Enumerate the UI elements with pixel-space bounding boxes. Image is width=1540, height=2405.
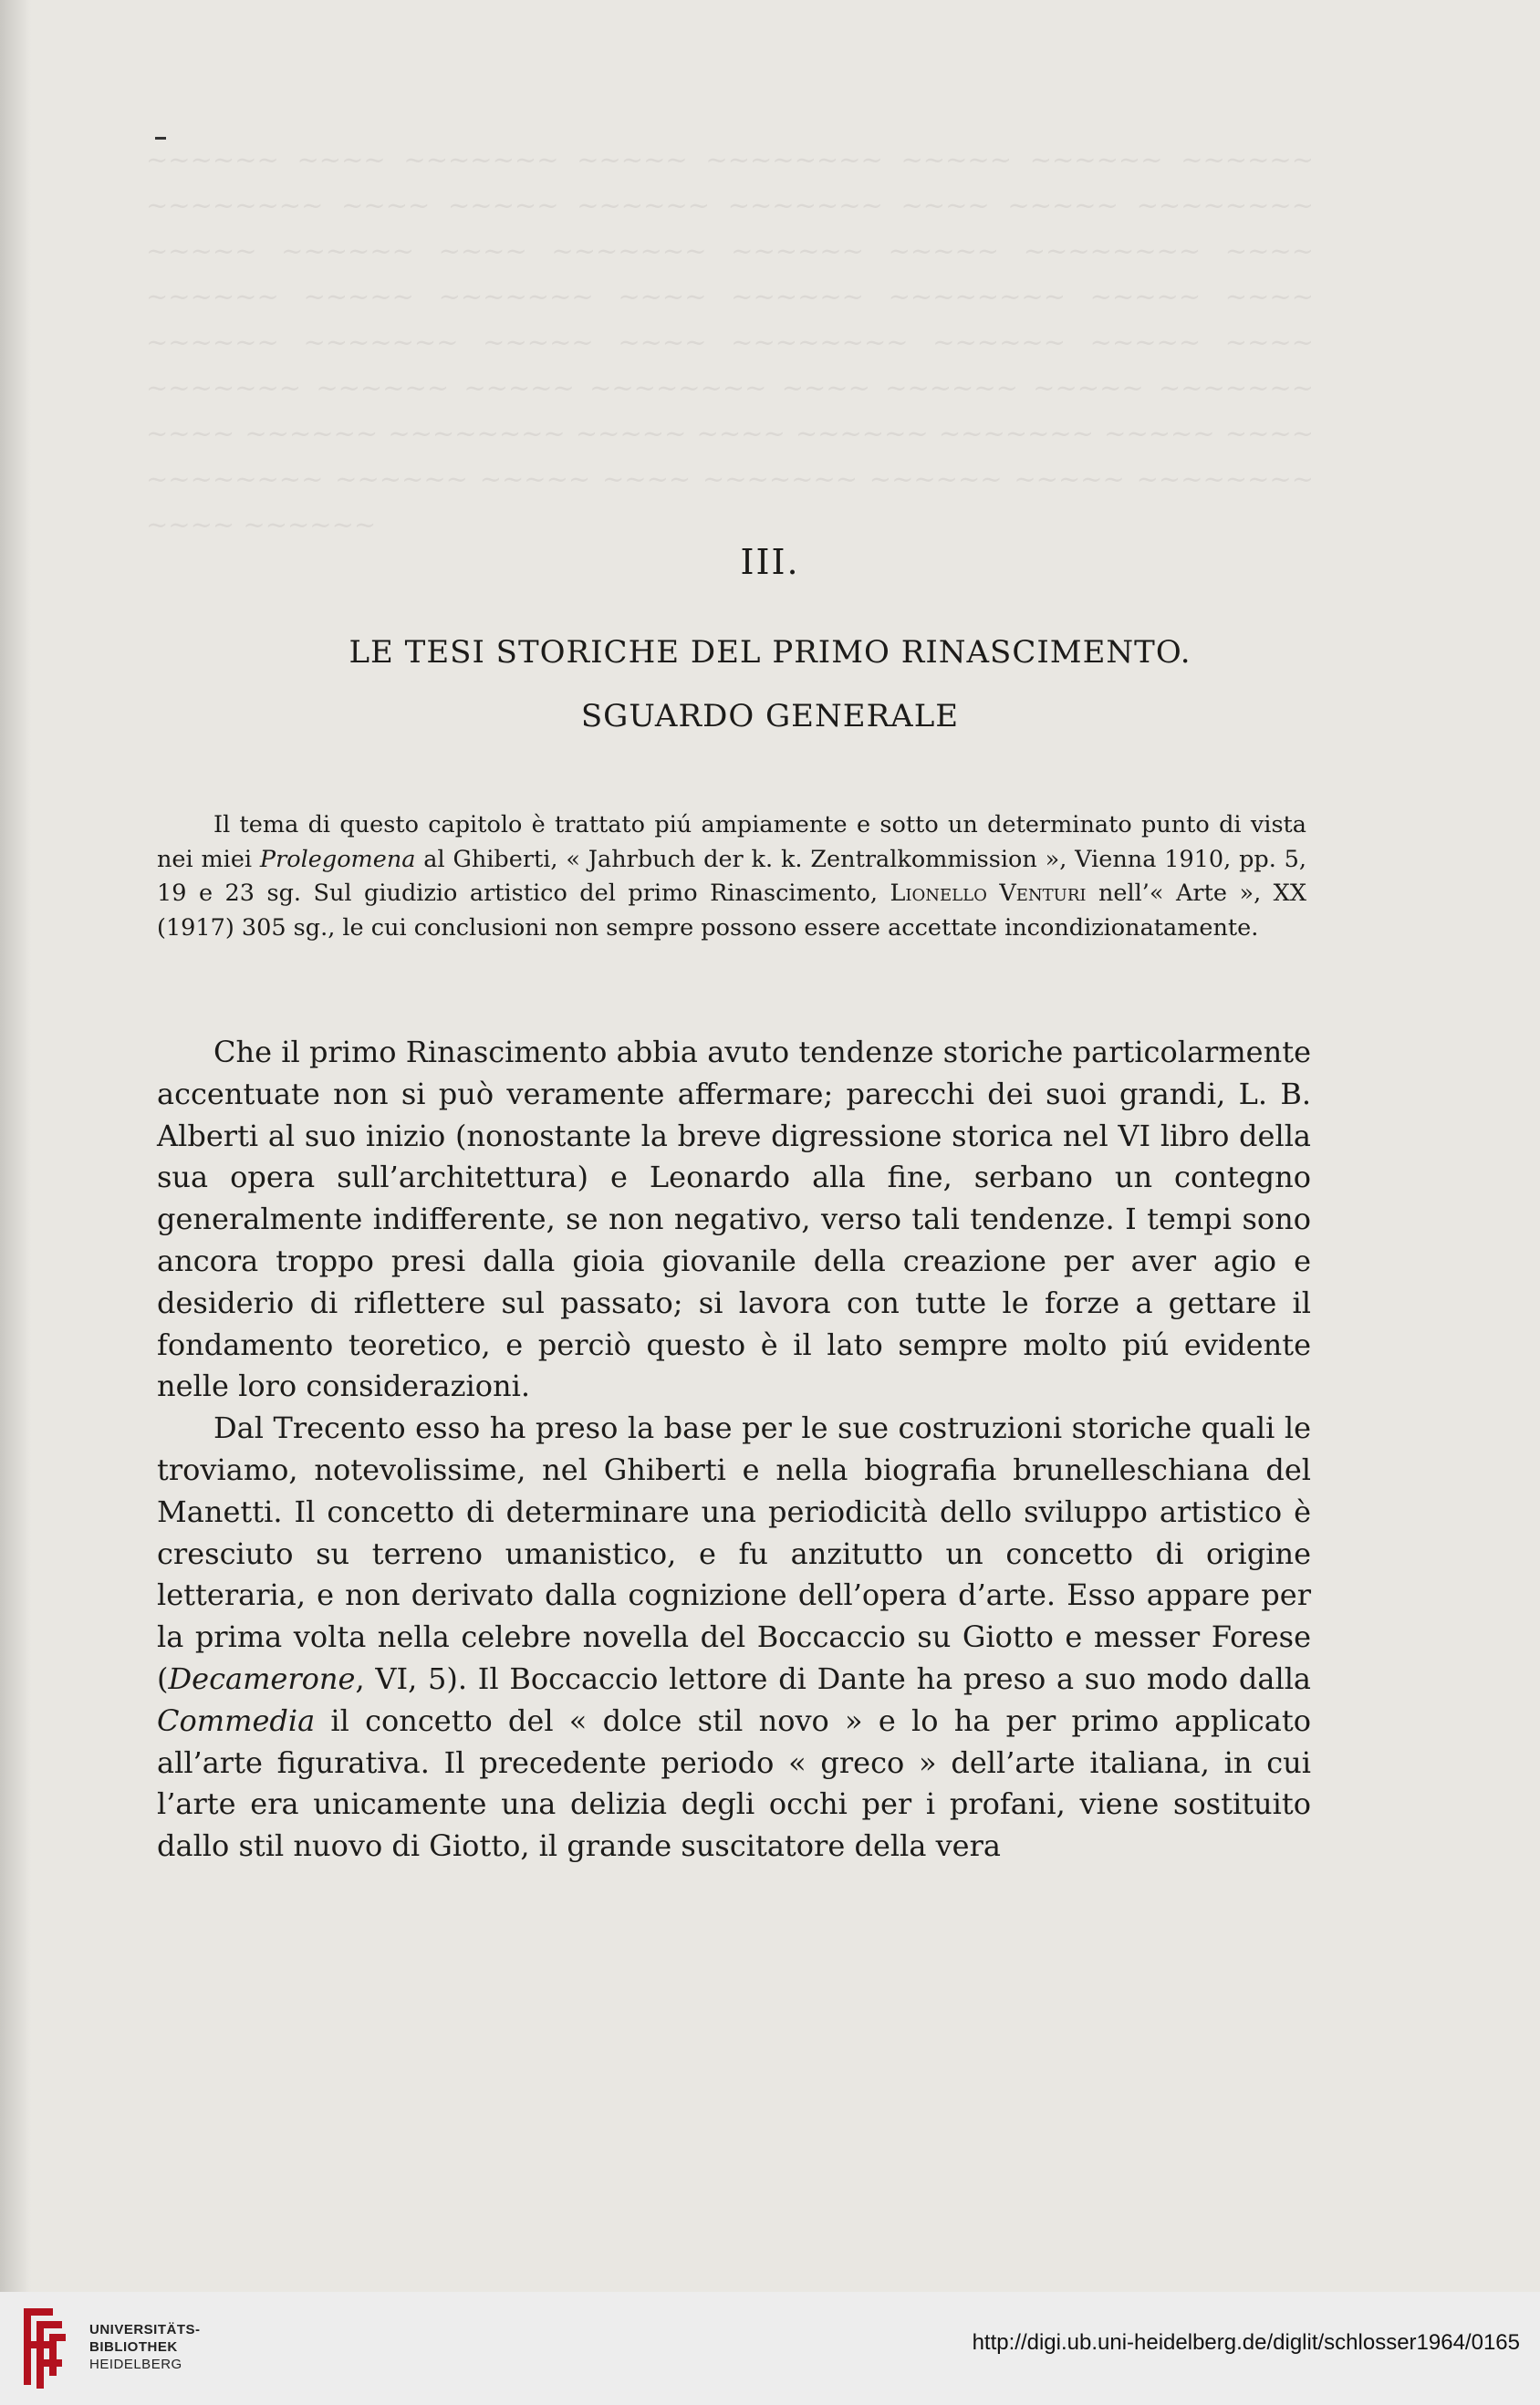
para-italic-title: Decamerone <box>168 1661 356 1696</box>
margin-dash-mark <box>155 137 166 140</box>
para-text: , VI, 5). Il Boccaccio lettore di Dante ha preso a suo modo dalla <box>355 1661 1311 1696</box>
library-logo-icon <box>16 2305 69 2392</box>
library-name <box>89 2321 201 2373</box>
note-text: al Ghiberti, « Jahrbuch der k. k. Zentralkommission », Vienna 1910, pp. 5, 19 e 23 sg. Sul giudizio artistico del primo Rinascimento, <box>157 845 1306 907</box>
note-text: nell’« Arte », XX (1917) 305 sg., le cui conclusioni non sempre possono essere accettate incondizionatamente. <box>157 880 1306 942</box>
body-text <box>157 1032 1311 1868</box>
para-text: Dal Trecento esso ha preso la base per le sue costruzioni storiche quali le troviamo, notevolissime, nel Ghiberti e nella biografia brunelleschiana del Manetti. Il concetto di determinare una periodicità dello sviluppo artistico è cresciuto su terreno umanistico, e fu anzitutto un concetto di origine letteraria, e non derivato dalla cognizione dell’opera d’arte. Esso appare per la prima volta nella celebre novella del Boccaccio su Giotto e messer Forese ( <box>157 1411 1311 1696</box>
library-name-line: UNIVERSITÄTS- <box>89 2322 201 2337</box>
note-paragraph <box>157 808 1306 945</box>
chapter-number: III. <box>740 542 800 582</box>
para-italic-title: Commedia <box>157 1702 316 1738</box>
para-text: il concetto del « dolce stil novo » e lo ha per primo applicato all’arte figurativa. Il precedente periodo « greco » dell’arte italiana, in cui l’arte era unicamente una delizia degli occhi per i profani, viene sostituito dallo stil nuovo di Giotto, il grande suscitatore della vera <box>157 1702 1311 1864</box>
note-italic-title: Prolegomena <box>259 845 416 873</box>
note-text: Il tema di questo capitolo è trattato piú ampiamente e sotto un determinato punto di vista nei miei <box>157 811 1306 873</box>
bleed-through-texture: ~~~~~~ ~~~~ ~~~~~~~ ~~~~~ ~~~~~~~~ ~~~~~ ~~~~~~ ~~~~~~ ~~~~~~~~ ~~~~ ~~~~~ ~~~~~~ ~~~~~~~ ~~~~ ~~~~~ ~~~~~~~~ ~~~~~ ~~~~~~ ~~~~ ~~~~~~~ ~~~~~~ ~~~~~ ~~~~~~~~ ~~~~ ~~~~~~ ~~~~~ ~~~~~~~ ~~~~ ~~~~~~ ~~~~~~~~ ~~~~~ ~~~~ ~~~~~~ ~~~~~~~ ~~~~~ ~~~~ ~~~~~~~~ ~~~~~~ ~~~~~ ~~~~ ~~~~~~~ ~~~~~~ ~~~~~ ~~~~~~~~ ~~~~ ~~~~~~ ~~~~~ ~~~~~~~ ~~~~ ~~~~~~ ~~~~~~~~ ~~~~~ ~~~~ ~~~~~~ ~~~~~~~ ~~~~~ ~~~~ ~~~~~~~~ ~~~~~~ ~~~~~ ~~~~ ~~~~~~~ ~~~~~~ ~~~~~ ~~~~~~~~ ~~~~ ~~~~~~ <box>146 144 1314 540</box>
viewer-footer <box>0 2292 1540 2405</box>
page-edge-shadow <box>0 0 31 2292</box>
library-name-line: HEIDELBERG <box>89 2357 182 2372</box>
body-paragraph-2 <box>157 1408 1311 1868</box>
note-author-name: Lionello Venturi <box>890 880 1087 907</box>
source-url-link[interactable]: http://digi.ub.uni-heidelberg.de/diglit/schlosser1964/0165 <box>972 2330 1520 2355</box>
body-paragraph-1: Che il primo Rinascimento abbia avuto tendenze storiche particolarmente accentuate non si può veramente affermare; parecchi dei suoi grandi, L. B. Alberti al suo inizio (nonostante la breve digressione storica nel VI libro della sua opera sull’architettura) e Leonardo alla fine, serbano un contegno generalmente indifferente, se non negativo, verso tali tendenze. I tempi sono ancora troppo presi dalla gioia giovanile della creazione per aver agio e desiderio di riflettere sul passato; si lavora con tutte le forze a gettare il fondamento teoretico, e perciò questo è il lato sempre molto piú evidente nelle loro considerazioni. <box>157 1035 1311 1404</box>
chapter-title: LE TESI STORICHE DEL PRIMO RINASCIMENTO. <box>349 634 1191 671</box>
chapter-subtitle: SGUARDO GENERALE <box>580 698 960 734</box>
library-name-line: BIBLIOTHEK <box>89 2339 178 2355</box>
chapter-bibliographic-note <box>157 808 1306 945</box>
